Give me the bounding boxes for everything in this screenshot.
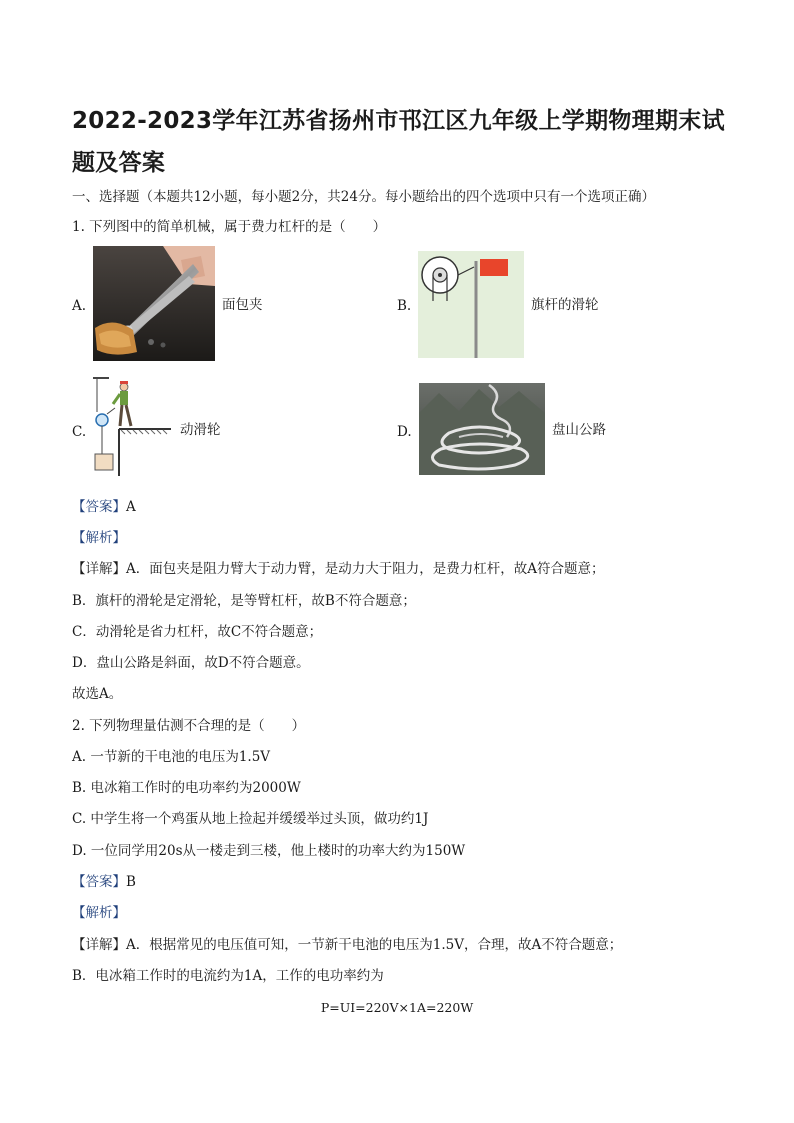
q1-answer [72,498,732,516]
q2-stem: 2. 下列物理量估测不合理的是（ ） [72,718,306,734]
q2-detail-tag: 【详解】 [72,937,126,953]
bread-tongs-image [93,246,215,361]
q2-analysis-tag: 【解析】 [72,905,126,921]
q1-option-b-letter: B. [397,298,412,314]
q1-detail-line-2: B．旗杆的滑轮是定滑轮，是等臂杠杆，故B不符合题意； [72,593,416,609]
q1-answer-tag: 【答案】 [72,499,126,515]
q2-option-b: B. 电冰箱工作时的电功率约为2000W [72,780,301,796]
q2-formula: P=UI=220V×1A=220W [320,1000,474,1015]
q2-detail-line-1 [72,936,732,954]
q1-option-a-label: 面包夹 [222,297,263,313]
q2-detail-line-2: B．电冰箱工作时的电流约为1A，工作的电功率约为 [72,968,384,984]
q1-detail-line-4: D．盘山公路是斜面，故D不符合题意。 [72,655,310,671]
q2-option-a: A. 一节新的干电池的电压为1.5V [72,749,271,765]
q1-stem: 1. 下列图中的简单机械，属于费力杠杆的是（ ） [72,219,387,235]
section-heading: 一、选择题（本题共12小题，每小题2分，共24分。每小题给出的四个选项中只有一个选项正确） [72,189,655,205]
q2-answer [72,873,732,891]
q1-analysis-tag: 【解析】 [72,530,126,546]
q1-detail-line-3: C．动滑轮是省力杠杆，故C不符合题意； [72,624,323,640]
page-title: 2022-2023学年江苏省扬州市邗江区九年级上学期物理期末试题及答案 [72,108,725,176]
q2-answer-tag: 【答案】 [72,874,126,890]
q1-option-d-letter: D. [397,424,412,440]
q1-option-c-letter: C. [72,424,87,440]
flagpole-pulley-image [418,251,524,358]
mountain-road-image [419,383,545,475]
movable-pulley-image [91,374,173,478]
q1-option-b-label: 旗杆的滑轮 [531,297,599,313]
q1-detail-text-1: A．面包夹是阻力臂大于动力臂，是动力大于阻力，是费力杠杆，故A符合题意； [126,561,605,577]
q1-option-d-label: 盘山公路 [552,422,606,438]
q1-option-a-letter: A. [72,298,87,314]
q2-answer-value: B [126,874,136,890]
q1-conclusion: 故选A。 [72,686,123,702]
q2-detail-text-1: A．根据常见的电压值可知，一节新干电池的电压为1.5V，合理，故A不符合题意； [126,937,623,953]
q1-answer-value: A [126,499,136,515]
q1-detail-line-1 [72,560,732,578]
q1-option-c-label: 动滑轮 [180,422,221,438]
q1-detail-tag: 【详解】 [72,561,126,577]
q2-option-c: C. 中学生将一个鸡蛋从地上捡起并缓缓举过头顶，做功约1J [72,811,429,827]
q2-option-d: D. 一位同学用20s从一楼走到三楼，他上楼时的功率大约为150W [72,843,466,859]
